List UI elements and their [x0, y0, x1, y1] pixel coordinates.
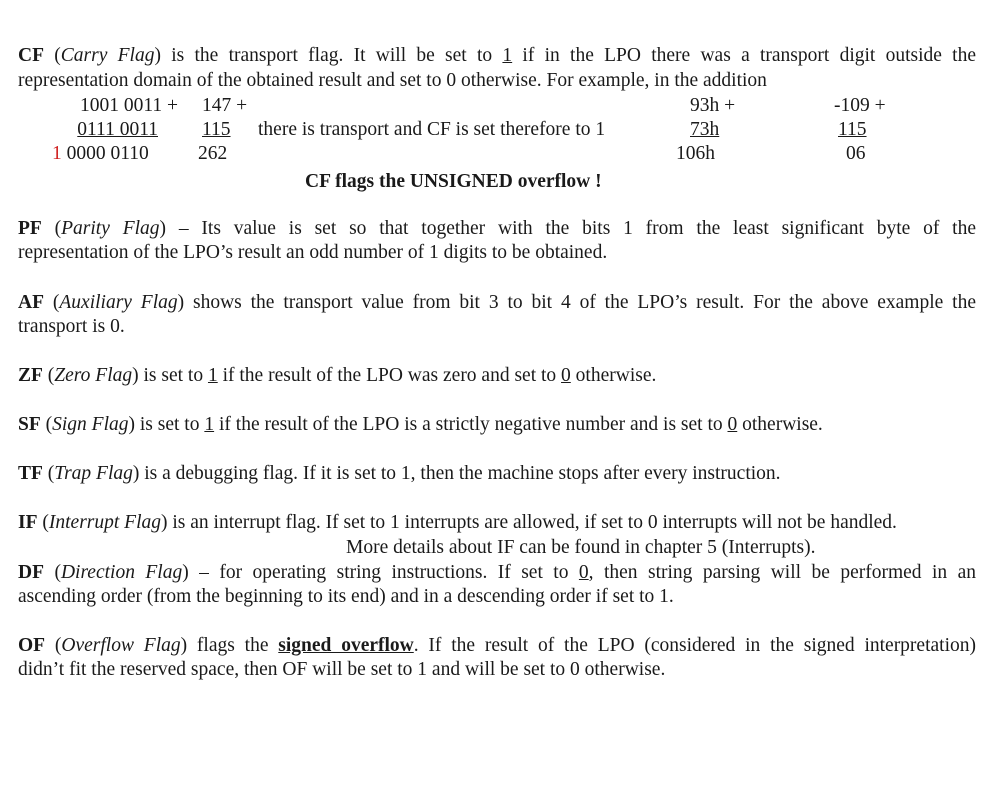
if-line: IF (Interrupt Flag) is an interrupt flag. If set to 1 interrupts are allowed, if set to 0 interrupts will not be handled.: [18, 512, 897, 533]
example-binary-a: 1001 0011 +: [79, 95, 178, 116]
cf-abbr: CF: [18, 45, 44, 66]
example-signed-sum: 06: [846, 143, 866, 164]
example-decimal-b: 115: [202, 119, 231, 140]
example-binary-sum: 1 0000 0110: [52, 143, 149, 164]
cf-line-1: CF (Carry Flag) is the transport flag. It will be set to 1 if in the LPO there was a transport digit outside the: [18, 45, 977, 66]
df-abbr: DF: [18, 562, 44, 583]
af-line-2: transport is 0.: [18, 316, 125, 337]
example-hex-sum: 106h: [676, 143, 715, 164]
carry-digit: 1: [52, 143, 62, 164]
zf-name: Zero Flag: [54, 365, 133, 386]
example-hex-b: 73h: [690, 119, 720, 140]
of-name: Overflow Flag: [61, 635, 181, 656]
pf-line-2: representation of the LPO’s result an odd number of 1 digits to be obtained.: [18, 242, 608, 263]
sf-line: SF (Sign Flag) is set to 1 if the result of the LPO is a strictly negative number and is set to 0 otherwise.: [18, 414, 823, 435]
if-details: More details about IF can be found in chapter 5 (Interrupts).: [346, 537, 816, 558]
tf-line: TF (Trap Flag) is a debugging flag. If it is set to 1, then the machine stops after every instruction.: [18, 463, 781, 484]
example-hex-a: 93h +: [690, 95, 736, 116]
of-line-2: didn’t fit the reserved space, then OF will be set to 1 and will be set to 0 otherwise.: [18, 659, 666, 680]
example-decimal-a: 147 +: [202, 95, 248, 116]
example-signed-b: 115: [838, 119, 867, 140]
af-name: Auxiliary Flag: [59, 292, 178, 313]
of-abbr: OF: [18, 635, 46, 656]
zf-abbr: ZF: [18, 365, 43, 386]
sf-abbr: SF: [18, 414, 41, 435]
if-name: Interrupt Flag: [48, 512, 161, 533]
if-abbr: IF: [18, 512, 38, 533]
sf-name: Sign Flag: [52, 414, 129, 435]
tf-name: Trap Flag: [54, 463, 133, 484]
cf-name: Carry Flag: [60, 45, 155, 66]
df-line-2: ascending order (from the beginning to its end) and in a descending order if set to 1.: [18, 586, 674, 607]
pf-line-1: PF (Parity Flag) – Its value is set so that together with the bits 1 from the least significant byte of the: [18, 218, 976, 239]
pf-abbr: PF: [18, 218, 42, 239]
tf-abbr: TF: [18, 463, 43, 484]
af-abbr: AF: [18, 292, 44, 313]
af-line-1: AF (Auxiliary Flag) shows the transport value from bit 3 to bit 4 of the LPO’s result. For the above example the: [18, 292, 976, 313]
example-decimal-sum: 262: [198, 143, 228, 164]
cf-summary: CF flags the UNSIGNED overflow !: [305, 171, 602, 192]
zf-line: ZF (Zero Flag) is set to 1 if the result of the LPO was zero and set to 0 otherwise.: [18, 365, 657, 386]
pf-name: Parity Flag: [61, 218, 160, 239]
example-note: there is transport and CF is set therefore to 1: [258, 119, 606, 140]
example-signed-a: -109 +: [834, 95, 886, 116]
df-line-1: DF (Direction Flag) – for operating string instructions. If set to 0, then string parsing will be performed in an: [18, 562, 976, 583]
signed-overflow-emphasis: signed overflow: [278, 635, 414, 656]
df-name: Direction Flag: [60, 562, 183, 583]
of-line-1: OF (Overflow Flag) flags the signed overflow. If the result of the LPO (considered in the signed interpretation): [18, 635, 976, 656]
example-binary-b: 0111 0011: [77, 119, 158, 140]
cf-line-2: representation domain of the obtained result and set to 0 otherwise. For example, in the addition: [18, 70, 767, 91]
